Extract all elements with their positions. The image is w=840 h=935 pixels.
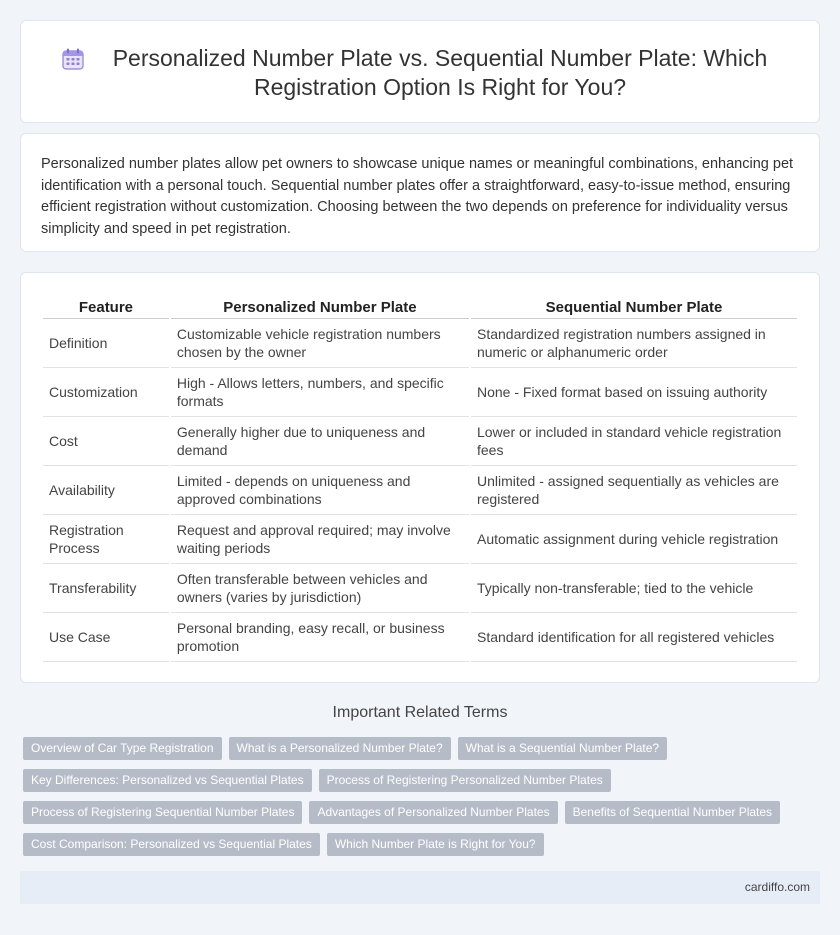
personalized-cell: Limited - depends on uniqueness and approved combinations [171, 466, 469, 515]
sequential-cell: Typically non-transferable; tied to the vehicle [471, 564, 797, 613]
related-term-tag[interactable]: Which Number Plate is Right for You? [327, 833, 544, 856]
page-title: Personalized Number Plate vs. Sequential Number Plate: Which Registration Option Is Right for You? [112, 45, 768, 100]
tag-row [23, 737, 803, 760]
related-term-tag[interactable]: Cost Comparison: Personalized vs Sequential Plates [23, 833, 320, 856]
related-term-tag[interactable]: Key Differences: Personalized vs Sequential Plates [23, 769, 312, 792]
sequential-cell: Standardized registration numbers assigned in numeric or alphanumeric order [471, 319, 797, 368]
sequential-cell: Lower or included in standard vehicle registration fees [471, 417, 797, 466]
comparison-card [20, 272, 820, 683]
personalized-cell: Request and approval required; may involve waiting periods [171, 515, 469, 564]
intro-paragraph: Personalized number plates allow pet owners to showcase unique names or meaningful combinations, enhancing pet identification with a personal touch. Sequential number plates offer a straightforward, easy-to-issue method, ensuring efficient registration without customization. Choosing between the two depends on preference for individuality versus simplicity and speed in pet registration. [41, 156, 794, 237]
tag-row [23, 801, 803, 824]
related-term-tag[interactable]: Benefits of Sequential Number Plates [565, 801, 780, 824]
header-feature: Feature [43, 295, 169, 319]
related-terms-heading: Important Related Terms [332, 704, 508, 721]
comparison-table [41, 295, 799, 662]
intro-card [20, 133, 820, 252]
related-terms-list [23, 737, 803, 865]
personalized-cell: Generally higher due to uniqueness and demand [171, 417, 469, 466]
tag-row [23, 833, 803, 856]
related-term-tag[interactable]: Process of Registering Personalized Number Plates [319, 769, 611, 792]
personalized-cell: Often transferable between vehicles and owners (varies by jurisdiction) [171, 564, 469, 613]
table-header-row [43, 295, 797, 319]
related-term-tag[interactable]: Process of Registering Sequential Number Plates [23, 801, 302, 824]
feature-cell: Customization [43, 368, 169, 417]
table-row [43, 417, 797, 466]
tag-row [23, 769, 803, 792]
feature-cell: Use Case [43, 613, 169, 662]
sequential-cell: Standard identification for all registered vehicles [471, 613, 797, 662]
feature-cell: Registration Process [43, 515, 169, 564]
feature-cell: Cost [43, 417, 169, 466]
personalized-cell: Customizable vehicle registration numbers chosen by the owner [171, 319, 469, 368]
table-row [43, 613, 797, 662]
table-row [43, 515, 797, 564]
table-row [43, 564, 797, 613]
title-card [20, 20, 820, 123]
feature-cell: Transferability [43, 564, 169, 613]
related-term-tag[interactable]: What is a Personalized Number Plate? [229, 737, 451, 760]
sequential-cell: Automatic assignment during vehicle registration [471, 515, 797, 564]
feature-cell: Availability [43, 466, 169, 515]
footer [20, 871, 820, 904]
table-row [43, 466, 797, 515]
related-term-tag[interactable]: Advantages of Personalized Number Plates [309, 801, 557, 824]
feature-cell: Definition [43, 319, 169, 368]
header-personalized: Personalized Number Plate [171, 295, 469, 319]
personalized-cell: Personal branding, easy recall, or business promotion [171, 613, 469, 662]
sequential-cell: None - Fixed format based on issuing authority [471, 368, 797, 417]
sequential-cell: Unlimited - assigned sequentially as vehicles are registered [471, 466, 797, 515]
related-term-tag[interactable]: What is a Sequential Number Plate? [458, 737, 667, 760]
table-row [43, 368, 797, 417]
header-sequential: Sequential Number Plate [471, 295, 797, 319]
related-term-tag[interactable]: Overview of Car Type Registration [23, 737, 222, 760]
footer-site-link[interactable]: cardiffo.com [744, 880, 810, 894]
table-row [43, 319, 797, 368]
personalized-cell: High - Allows letters, numbers, and specific formats [171, 368, 469, 417]
